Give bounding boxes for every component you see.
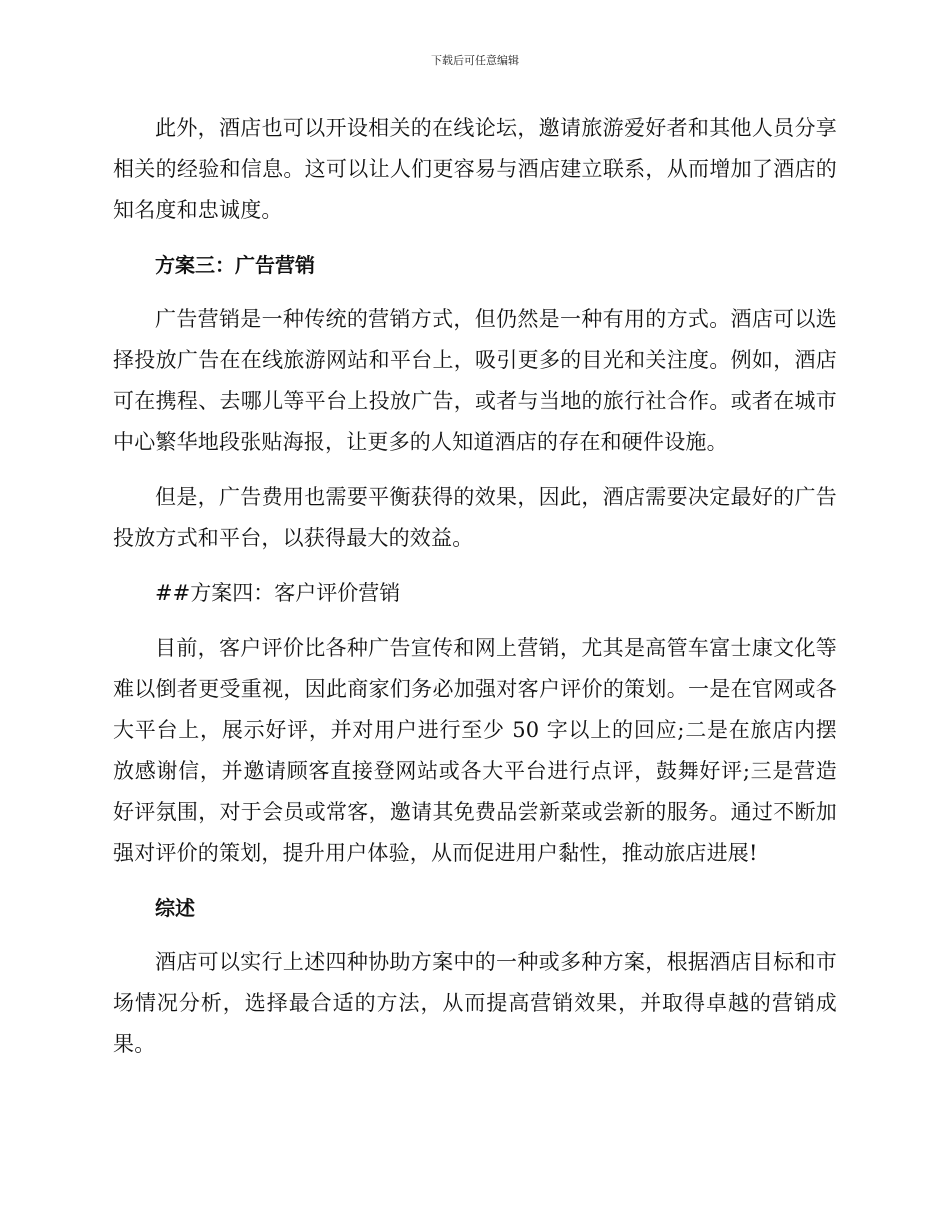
paragraph-summary: 酒店可以实行上述四种协助方案中的一种或多种方案，根据酒店目标和市场情况分析，选择最合适的方法，从而提高营销效果，并取得卓越的营销成果。 — [113, 950, 837, 1056]
heading-summary: 综述 — [155, 896, 195, 920]
heading-plan-four: ##方案四：客户评价营销 — [155, 581, 401, 605]
paragraph-advertising: 广告营销是一种传统的营销方式，但仍然是一种有用的方式。酒店可以选择投放广告在在线旅游网站和平台上，吸引更多的目光和关注度。例如，酒店可在携程、去哪儿等平台上投放广告，或者与当地的旅行社合作。或者在城市中心繁华地段张贴海报，让更多的人知道酒店的存在和硬件设施。 — [113, 307, 837, 454]
page-header: 下载后可任意编辑 — [431, 54, 519, 67]
heading-plan-three: 方案三：广告营销 — [155, 253, 315, 277]
paragraph-online-forum: 此外，酒店也可以开设相关的在线论坛，邀请旅游爱好者和其他人员分享相关的经验和信息。这可以让人们更容易与酒店建立联系，从而增加了酒店的知名度和忠诚度。 — [113, 116, 837, 222]
paragraph-ad-costs: 但是，广告费用也需要平衡获得的效果，因此，酒店需要决定最好的广告投放方式和平台，以获得最大的效益。 — [113, 485, 837, 550]
document-body — [113, 108, 837, 1065]
paragraph-customer-reviews: 目前，客户评价比各种广告宣传和网上营销，尤其是高管车富士康文化等难以倒者更受重视，因此商家们务必加强对客户评价的策划。一是在官网或各大平台上，展示好评，并对用户进行至少 50 字以上的回应;二是在旅店内摆放感谢信，并邀请顾客直接登网站或各大平台进行点评，鼓舞好评;三是营造好评氛围，对于会员或常客，邀请其免费品尝新菜或尝新的服务。通过不断加强对评价的策划，提升用户体验，从而促进用户黏性，推动旅店进展! — [113, 636, 837, 865]
